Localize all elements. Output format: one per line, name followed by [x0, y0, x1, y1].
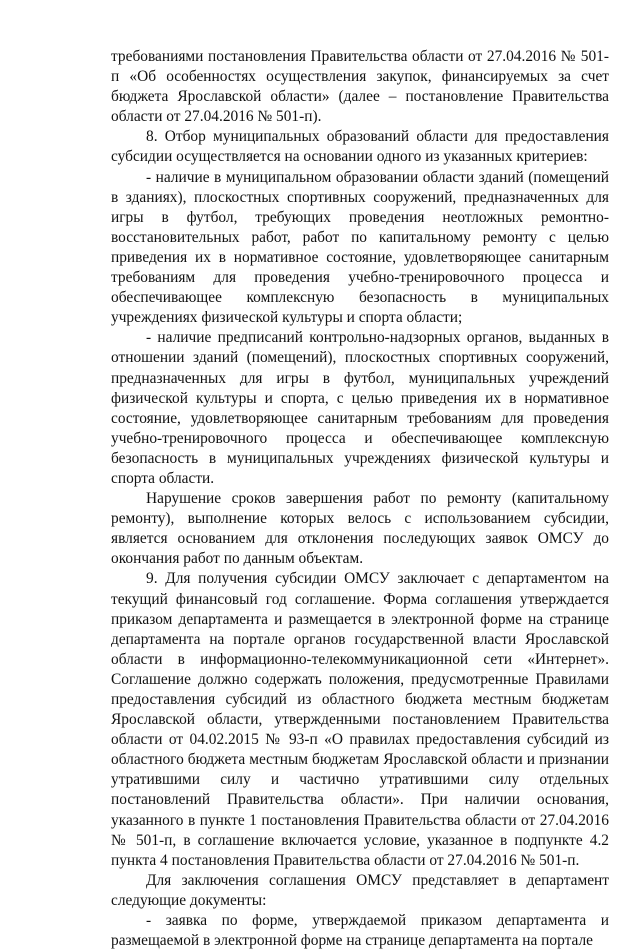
paragraph-item-8-violation: Нарушение сроков завершения работ по ремонту (капитальному ремонту), выполнение которых велось с использованием субсидии, является основанием для отклонения последующих заявок ОМСУ до окончания работ по данным объектам.: [111, 490, 609, 568]
paragraph-intro-continuation: требованиями постановления Правительства области от 27.04.2016 № 501-п «Об особенностях осуществления закупок, финансируемых за счет бюджета Ярославской области» (далее – постановление Правительства области от 27.04.2016 № 501-п).: [111, 48, 609, 126]
paragraph-item-9: 9. Для получения субсидии ОМСУ заключает с департаментом на текущий финансовый год соглашение. Форма соглашения утверждается приказом департамента и размещается в электронной форме на странице департамента на портале органов государственной власти Ярославской области в информационно-телекоммуникационной сети «Интернет». Соглашение должно содержать положения, предусмотренные Правилами предоставления субсидий из областного бюджета местным бюджетам Ярославской области, утвержденными постановлением Правительства области от 04.02.2015 № 93-п «О правилах предоставления субсидий из областного бюджета местным бюджетам Ярославской области и признании утратившими силу и частично утратившими силу отдельных постановлений Правительства области». При наличии основания, указанного в пункте 1 постановления Правительства области от 27.04.2016 № 501-п, в соглашение включается условие, указанное в подпункте 4.2 пункта 4 постановления Правительства области от 27.04.2016 № 501-п.: [111, 570, 609, 869]
paragraph-item-8: 8. Отбор муниципальных образований области для предоставления субсидии осуществляется на основании одного из указанных критериев:: [111, 128, 609, 166]
paragraph-item-8-criterion-2: - наличие предписаний контрольно-надзорных органов, выданных в отношении зданий (помещений), плоскостных спортивных сооружений, предназначенных для игры в футбол, муниципальных учреждений физической культуры и спорта, с целью приведения их в нормативное состояние, удовлетворяющее санитарным требованиям для проведения учебно-тренировочного процесса и обеспечивающее комплексную безопасность в муниципальных учреждениях физической культуры и спорта области.: [111, 329, 609, 487]
paragraph-item-9-documents-intro: Для заключения соглашения ОМСУ представляет в департамент следующие документы:: [111, 871, 609, 909]
paragraph-item-9-document-1: - заявка по форме, утверждаемой приказом департамента и размещаемой в электронной форме на странице департамента на портале: [111, 912, 609, 950]
document-body: [111, 47, 609, 951]
paragraph-item-8-criterion-1: - наличие в муниципальном образовании области зданий (помещений в зданиях), плоскостных спортивных сооружений, предназначенных для игры в футбол, требующих проведения неотложных ремонтно-восстановительных работ, работ по капитальному ремонту с целью приведения их в нормативное состояние, удовлетворяющее санитарным требованиям для проведения учебно-тренировочного процесса и обеспечивающее комплексную безопасность в муниципальных учреждениях физической культуры и спорта области;: [111, 168, 609, 327]
